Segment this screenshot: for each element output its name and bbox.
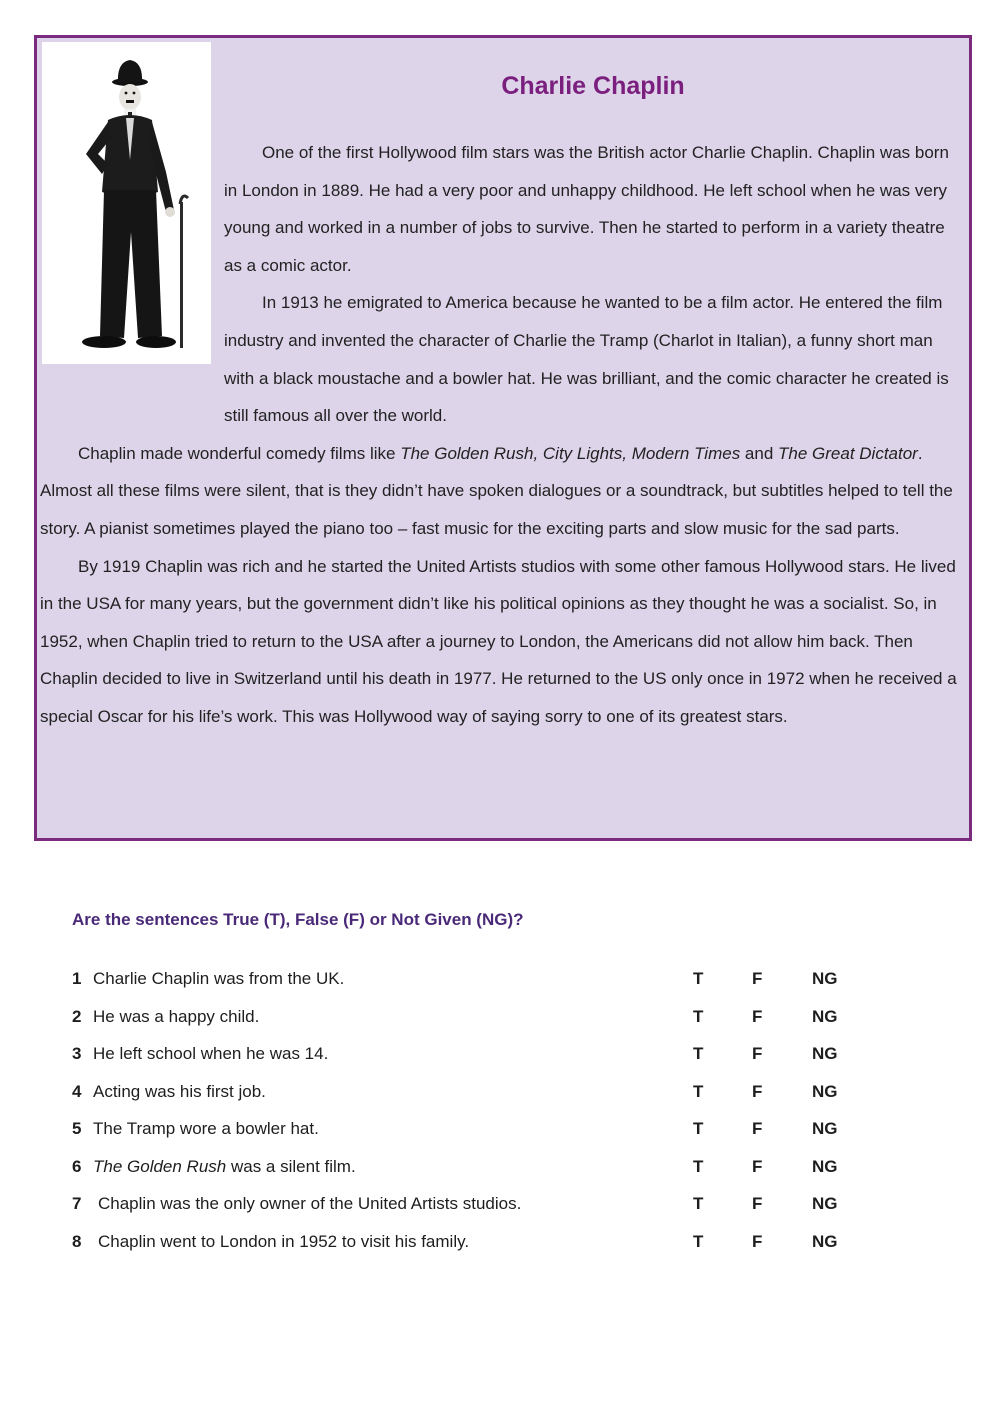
article-title: Charlie Chaplin: [501, 72, 685, 100]
question-number: 7: [72, 1194, 82, 1213]
question-text: [93, 1007, 259, 1027]
question-number: 1: [72, 969, 82, 988]
option-false[interactable]: F: [752, 1081, 763, 1101]
option-true[interactable]: T: [693, 1119, 704, 1138]
question-number: 4: [72, 1081, 82, 1101]
text-run: Acting was his first job.: [93, 1081, 266, 1101]
question-number: 5: [72, 1119, 82, 1138]
italic-run: The Great Dictator: [778, 443, 918, 463]
text-run: was a silent film.: [226, 1156, 356, 1176]
question-text: [93, 1157, 356, 1177]
option-not-given[interactable]: NG: [812, 1081, 838, 1101]
option-true[interactable]: T: [693, 1044, 704, 1063]
option-true[interactable]: T: [693, 969, 704, 988]
option-not-given[interactable]: NG: [812, 1194, 838, 1213]
question-row: [72, 1224, 872, 1262]
text-run: He was a happy child.: [93, 1006, 260, 1026]
text-run: The Tramp wore a bowler hat.: [93, 1119, 319, 1138]
option-false[interactable]: F: [752, 1156, 763, 1176]
question-row: [72, 961, 872, 999]
question-text: [93, 1044, 328, 1064]
option-false[interactable]: F: [752, 1231, 763, 1251]
text-run: He left school when he was 14.: [93, 1044, 329, 1063]
text-run: Charlie Chaplin was from the UK.: [93, 969, 345, 988]
option-false[interactable]: F: [752, 1044, 763, 1063]
question-number: 6: [72, 1156, 82, 1176]
question-row: [72, 1186, 872, 1224]
question-text: [98, 1194, 521, 1214]
question-row: [72, 1036, 872, 1074]
option-false[interactable]: F: [752, 1006, 763, 1026]
option-true[interactable]: T: [693, 1006, 704, 1026]
italic-run: The Golden Rush, City Lights, Modern Times: [400, 443, 741, 463]
question-text: [93, 969, 344, 989]
question-number: 8: [72, 1231, 82, 1251]
reading-box: [34, 35, 972, 841]
text-run: By 1919 Chaplin was rich and he started the United Artists studios with some other famous Hollywood stars. He lived in the USA for many years, but the government didn’t like his political opinions as they thought he was a socialist. So, in 1952, when Chaplin tried to return to the USA after a journey to London, the Americans did not allow him back. Then Chaplin decided to live in Switzerland until his death in 1977. He returned to the US only once in 1972 when he received a special Oscar for his life’s work. This was Hollywood way of saying sorry to one of its greatest stars.: [40, 556, 957, 726]
option-not-given[interactable]: NG: [812, 969, 838, 988]
question-row: [72, 1149, 872, 1187]
question-number: 2: [72, 1006, 82, 1026]
photo-wrap-space: [40, 134, 224, 416]
option-false[interactable]: F: [752, 1119, 763, 1138]
question-list: [72, 961, 872, 1261]
italic-run: The Golden Rush: [93, 1156, 227, 1176]
option-not-given[interactable]: NG: [812, 1231, 838, 1251]
text-run: . Almost all these films were silent, that is they didn’t have spoken dialogues or a soundtrack, but subtitles helped to tell the story. A pianist sometimes played the piano too – fast music for the exciting parts and slow music for the sad parts.: [40, 443, 953, 538]
article-text: [40, 134, 965, 736]
question-text: [93, 1082, 266, 1102]
option-true[interactable]: T: [693, 1231, 704, 1251]
question-text: [98, 1232, 469, 1252]
option-not-given[interactable]: NG: [812, 1044, 838, 1063]
option-false[interactable]: F: [752, 969, 763, 988]
option-false[interactable]: F: [752, 1194, 763, 1213]
question-row: [72, 1074, 872, 1112]
text-run: Chaplin was the only owner of the United Artists studios.: [98, 1194, 522, 1213]
option-true[interactable]: T: [693, 1081, 704, 1101]
option-true[interactable]: T: [693, 1194, 704, 1213]
question-text: [93, 1119, 319, 1139]
question-number: 3: [72, 1044, 82, 1063]
question-row: [72, 1111, 872, 1149]
text-run: Chaplin went to London in 1952 to visit his family.: [98, 1231, 470, 1251]
paragraph-3: [40, 435, 965, 548]
option-not-given[interactable]: NG: [812, 1119, 838, 1138]
text-run: In 1913 he emigrated to America because he wanted to be a film actor. He entered the film industry and invented the character of Charlie the Tramp (Charlot in Italian), a funny short man with a black moustache and a bowler hat. He was brilliant, and the comic character he created is still famous all over the world.: [224, 293, 949, 426]
paragraph-4: [40, 548, 965, 736]
option-not-given[interactable]: NG: [812, 1156, 838, 1176]
text-run: One of the first Hollywood film stars was the British actor Charlie Chaplin. Chaplin was born in London in 1889. He had a very poor and unhappy childhood. He left school when he was very young and worked in a number of jobs to survive. Then he started to perform in a variety theatre as a comic actor.: [224, 143, 949, 275]
option-not-given[interactable]: NG: [812, 1006, 838, 1026]
question-row: [72, 999, 872, 1037]
text-run: Chaplin made wonderful comedy films like: [78, 443, 401, 463]
quiz-heading: Are the sentences True (T), False (F) or Not Given (NG)?: [72, 910, 524, 929]
text-run: and: [740, 443, 779, 463]
option-true[interactable]: T: [693, 1156, 704, 1176]
